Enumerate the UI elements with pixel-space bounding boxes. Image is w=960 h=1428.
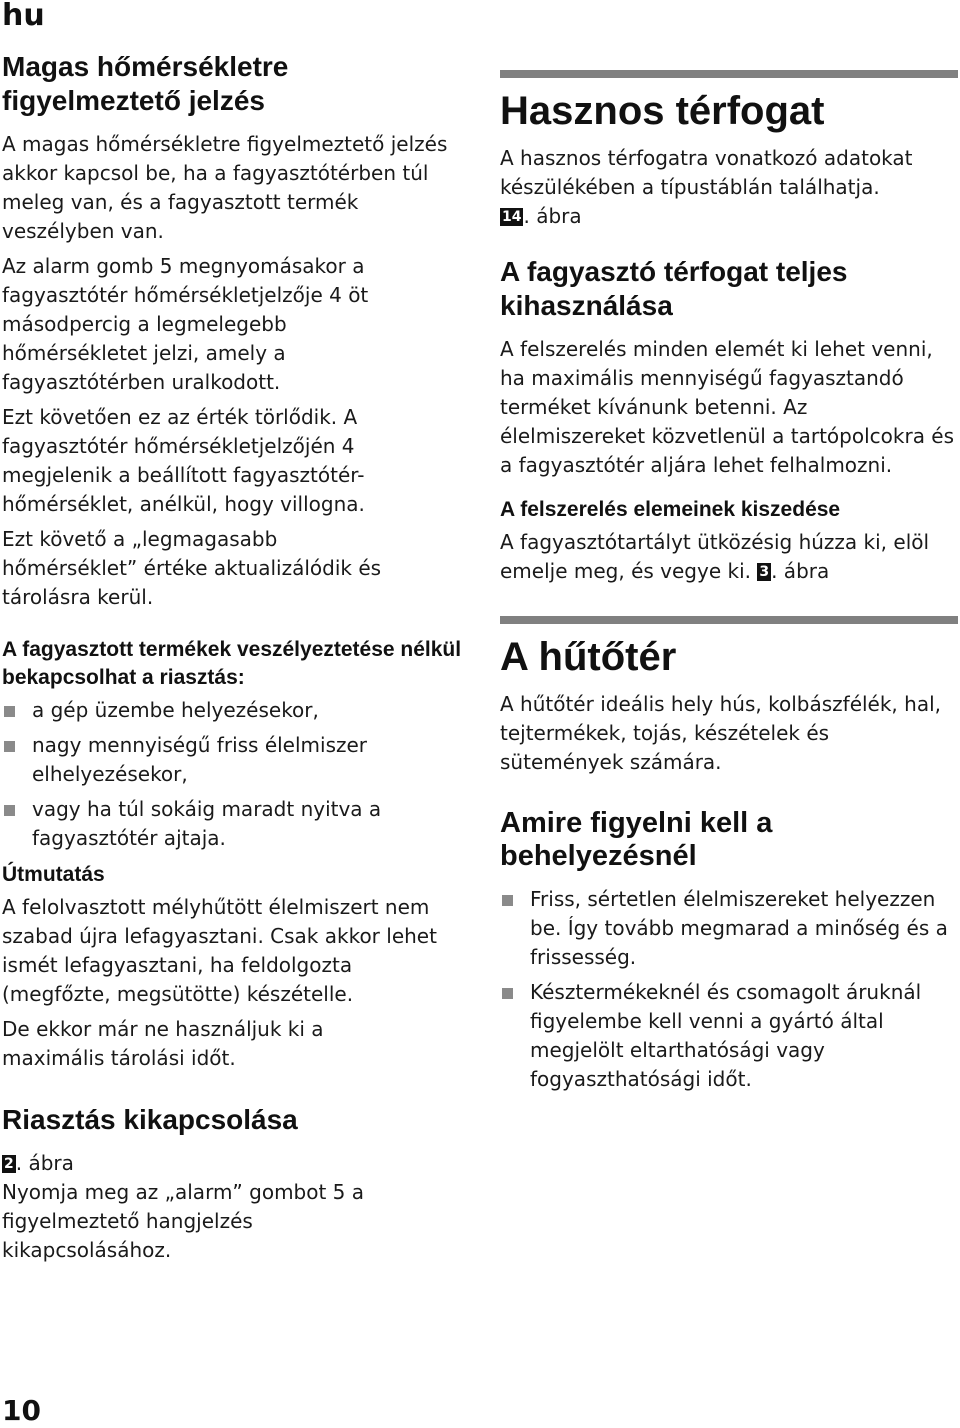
paragraph: Ezt követően ez az érték törlődik. A fagyasztótér hőmérsékletjelzőjén 4 megjelenik a beállított fagyasztótér-hőmérséklet, anélkül, hogy villogna.	[2, 405, 365, 516]
subheading-removing-parts: A felszerelés elemeinek kiszedése	[500, 498, 841, 521]
section-title-fridge: A hűtőtér	[500, 635, 677, 679]
section-divider	[500, 70, 958, 78]
section-title-placement: Amire figyelni kell a behelyezésnél	[500, 807, 773, 872]
bullet-list	[500, 885, 958, 1094]
list-item-text: a gép üzembe helyezésekor,	[32, 698, 319, 722]
paragraph	[500, 528, 958, 586]
section-divider	[500, 616, 958, 624]
figure-reference-word: . ábra	[523, 204, 582, 228]
list-item-text: nagy mennyiségű friss élelmiszer elhelyezésekor,	[32, 733, 368, 786]
list-item	[2, 731, 412, 789]
figure-reference-word: . ábra	[771, 559, 830, 583]
bullet-square-icon	[502, 895, 513, 906]
left-column	[2, 50, 472, 1271]
figure-reference	[500, 202, 958, 231]
language-code: hu	[2, 0, 45, 33]
paragraph: A magas hőmérsékletre figyelmeztető jelzés akkor kapcsol be, ha a fagyasztótérben túl meleg van, és a fagyasztott termék veszélyben van.	[2, 132, 448, 243]
section-title-usable-volume: Hasznos térfogat	[500, 89, 825, 133]
bullet-square-icon	[4, 706, 15, 717]
list-item-text: Friss, sértetlen élelmiszereket helyezzen be. Így tovább megmarad a minőség és a frissesség.	[530, 887, 948, 969]
section-title-alarm-off: Riasztás kikapcsolása	[2, 1104, 298, 1135]
figure-number-badge: 3	[759, 564, 770, 580]
figure-reference-word: . ábra	[15, 1151, 74, 1175]
section-title-freezer-volume: A fagyasztó térfogat teljes kihasználása	[500, 256, 848, 321]
list-item	[500, 978, 950, 1094]
right-column	[500, 70, 958, 1102]
bullet-square-icon	[4, 741, 15, 752]
list-item	[2, 696, 472, 725]
section-title-high-temp-alarm: Magas hőmérsékletre figyelmeztető jelzés	[2, 51, 289, 116]
list-item-text: vagy ha túl sokáig maradt nyitva a fagyasztótér ajtaja.	[32, 797, 382, 850]
page-number: 10	[2, 1394, 41, 1427]
paragraph: De ekkor már ne használjuk ki a maximális tárolási időt.	[2, 1017, 324, 1070]
figure-number-badge: 14	[502, 209, 522, 225]
figure-reference	[2, 1149, 472, 1178]
figure-number-badge: 2	[4, 1156, 14, 1172]
bullet-square-icon	[502, 988, 513, 999]
paragraph-text: A fagyasztótartályt ütközésig húzza ki, elöl emelje meg, és vegye ki.	[500, 530, 930, 583]
bullet-list	[2, 696, 472, 853]
paragraph: Ezt követő a „legmagasabb hőmérséklet” értéke aktualizálódik és tárolásra kerül.	[2, 527, 382, 609]
paragraph: Az alarm gomb 5 megnyomásakor a fagyasztótér hőmérsékletjelzője 4 öt másodpercig a legmelegebb hőmérsékletet jelzi, amely a fagyasztótérben uralkodott.	[2, 254, 369, 394]
note-heading: Útmutatás	[2, 863, 105, 886]
bullet-square-icon	[4, 805, 15, 816]
list-item	[2, 795, 412, 853]
subheading-alarm-triggers: A fagyasztott termékek veszélyeztetése nélkül bekapcsolhat a riasztás:	[2, 638, 462, 689]
paragraph: A felolvasztott mélyhűtött élelmiszert nem szabad újra lefagyasztani. Csak akkor lehet ismét lefagyasztani, ha feldolgozta (megfőzte, megsütötte) készételle.	[2, 895, 437, 1006]
list-item	[500, 885, 950, 972]
paragraph: A hasznos térfogatra vonatkozó adatokat készülékében a típustáblán találhatja.	[500, 146, 913, 199]
list-item-text: Késztermékeknél és csomagolt áruknál figyelembe kell venni a gyártó által megjelölt eltarthatósági vagy fogyaszthatósági időt.	[530, 980, 922, 1091]
paragraph: A hűtőtér ideális hely hús, kolbászfélék, hal, tejtermékek, tojás, készételek és sütemények számára.	[500, 692, 941, 774]
paragraph: Nyomja meg az „alarm” gombot 5 a figyelmeztető hangjelzés kikapcsolásához.	[2, 1180, 365, 1262]
paragraph: A felszerelés minden elemét ki lehet venni, ha maximális mennyiségű fagyasztandó terméket kívánunk betenni. Az élelmiszereket közvetlenül a tartópolcokra és a fagyasztótér aljára lehet felhalmozni.	[500, 337, 955, 477]
